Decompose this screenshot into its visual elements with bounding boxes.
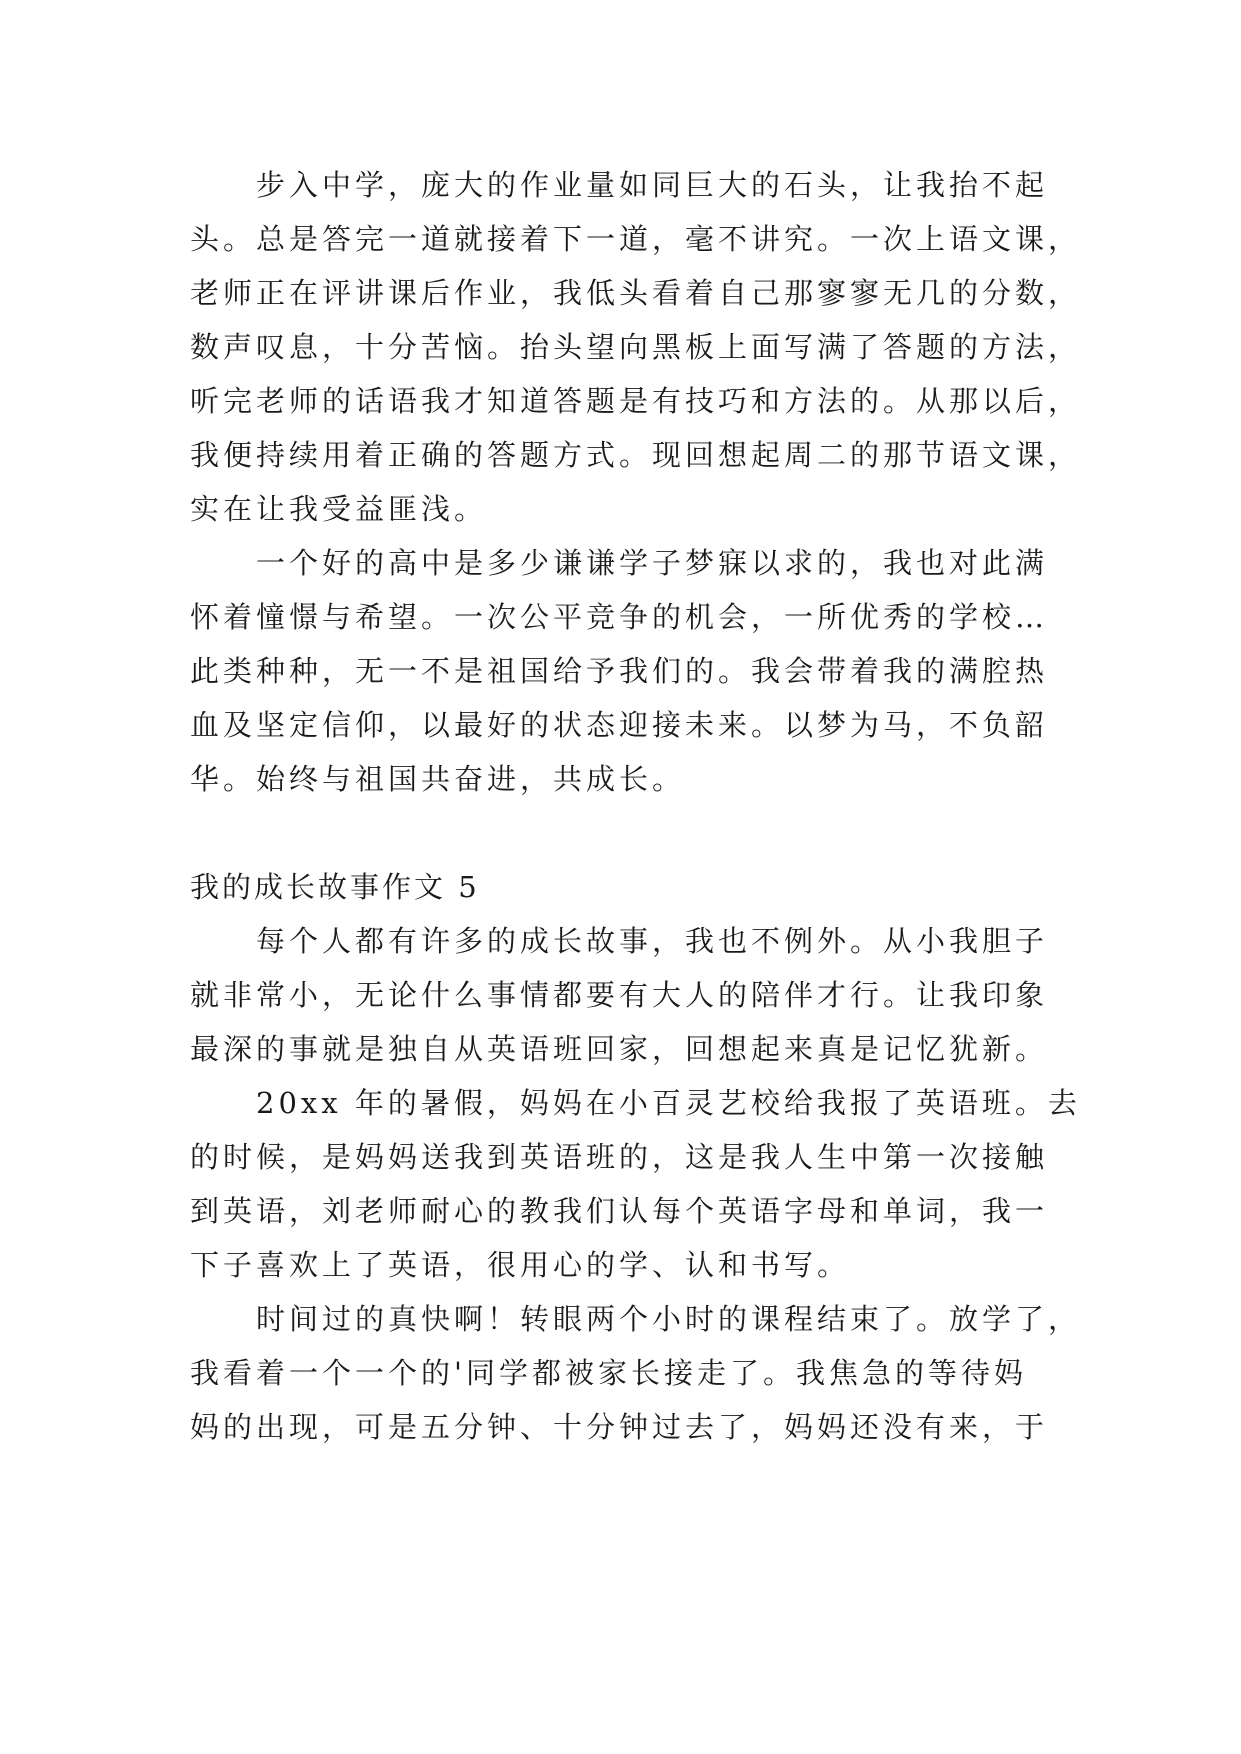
paragraph-line: 每个人都有许多的成长故事，我也不例外。从小我胆子: [256, 924, 1049, 958]
paragraph-line: 一个好的高中是多少谦谦学子梦寐以求的，我也对此满: [256, 546, 1049, 580]
paragraph-4: [190, 1076, 1090, 1292]
paragraph-line: 华。始终与祖国共奋进，共成长。: [190, 762, 686, 796]
paragraph-line: 下子喜欢上了英语，很用心的学、认和书写。: [190, 1248, 851, 1282]
paragraph-line: 头。总是答完一道就接着下一道，毫不讲究。一次上语文课，: [190, 222, 1082, 256]
paragraph-line: 老师正在评讲课后作业，我低头看着自己那寥寥无几的分数，: [190, 276, 1082, 310]
paragraph-5: [190, 1292, 1090, 1454]
paragraph-3: [190, 914, 1090, 1076]
paragraph-2: [190, 536, 1090, 806]
document-body: [190, 158, 1090, 1454]
paragraph-line: 我看着一个一个的'同学都被家长接走了。我焦急的等待妈: [190, 1356, 1027, 1390]
paragraph-line: 时间过的真快啊！转眼两个小时的课程结束了。放学了，: [256, 1302, 1082, 1336]
paragraph-line: 妈的出现，可是五分钟、十分钟过去了，妈妈还没有来，于: [190, 1410, 1049, 1444]
paragraph-line: 步入中学，庞大的作业量如同巨大的石头，让我抬不起: [256, 168, 1049, 202]
paragraph-line: 就非常小，无论什么事情都要有大人的陪伴才行。让我印象: [190, 978, 1049, 1012]
paragraph-line: 20xx 年的暑假，妈妈在小百灵艺校给我报了英语班。去: [256, 1086, 1081, 1120]
paragraph-line: 到英语，刘老师耐心的教我们认每个英语字母和单词，我一: [190, 1194, 1049, 1228]
paragraph-1: [190, 158, 1090, 536]
paragraph-line: 实在让我受益匪浅。: [190, 492, 488, 526]
paragraph-line: 怀着憧憬与希望。一次公平竞争的机会，一所优秀的学校…: [190, 600, 1049, 634]
paragraph-line: 数声叹息，十分苦恼。抬头望向黑板上面写满了答题的方法，: [190, 330, 1082, 364]
paragraph-line: 听完老师的话语我才知道答题是有技巧和方法的。从那以后，: [190, 384, 1082, 418]
paragraph-line: 的时候，是妈妈送我到英语班的，这是我人生中第一次接触: [190, 1140, 1049, 1174]
paragraph-line: 此类种种，无一不是祖国给予我们的。我会带着我的满腔热: [190, 654, 1049, 688]
section-spacer: [190, 806, 1090, 860]
paragraph-line: 血及坚定信仰，以最好的状态迎接未来。以梦为马，不负韶: [190, 708, 1049, 742]
paragraph-line: 我便持续用着正确的答题方式。现回想起周二的那节语文课，: [190, 438, 1082, 472]
section-heading: 我的成长故事作文 5: [190, 870, 480, 904]
paragraph-line: 最深的事就是独自从英语班回家，回想起来真是记忆犹新。: [190, 1032, 1049, 1066]
